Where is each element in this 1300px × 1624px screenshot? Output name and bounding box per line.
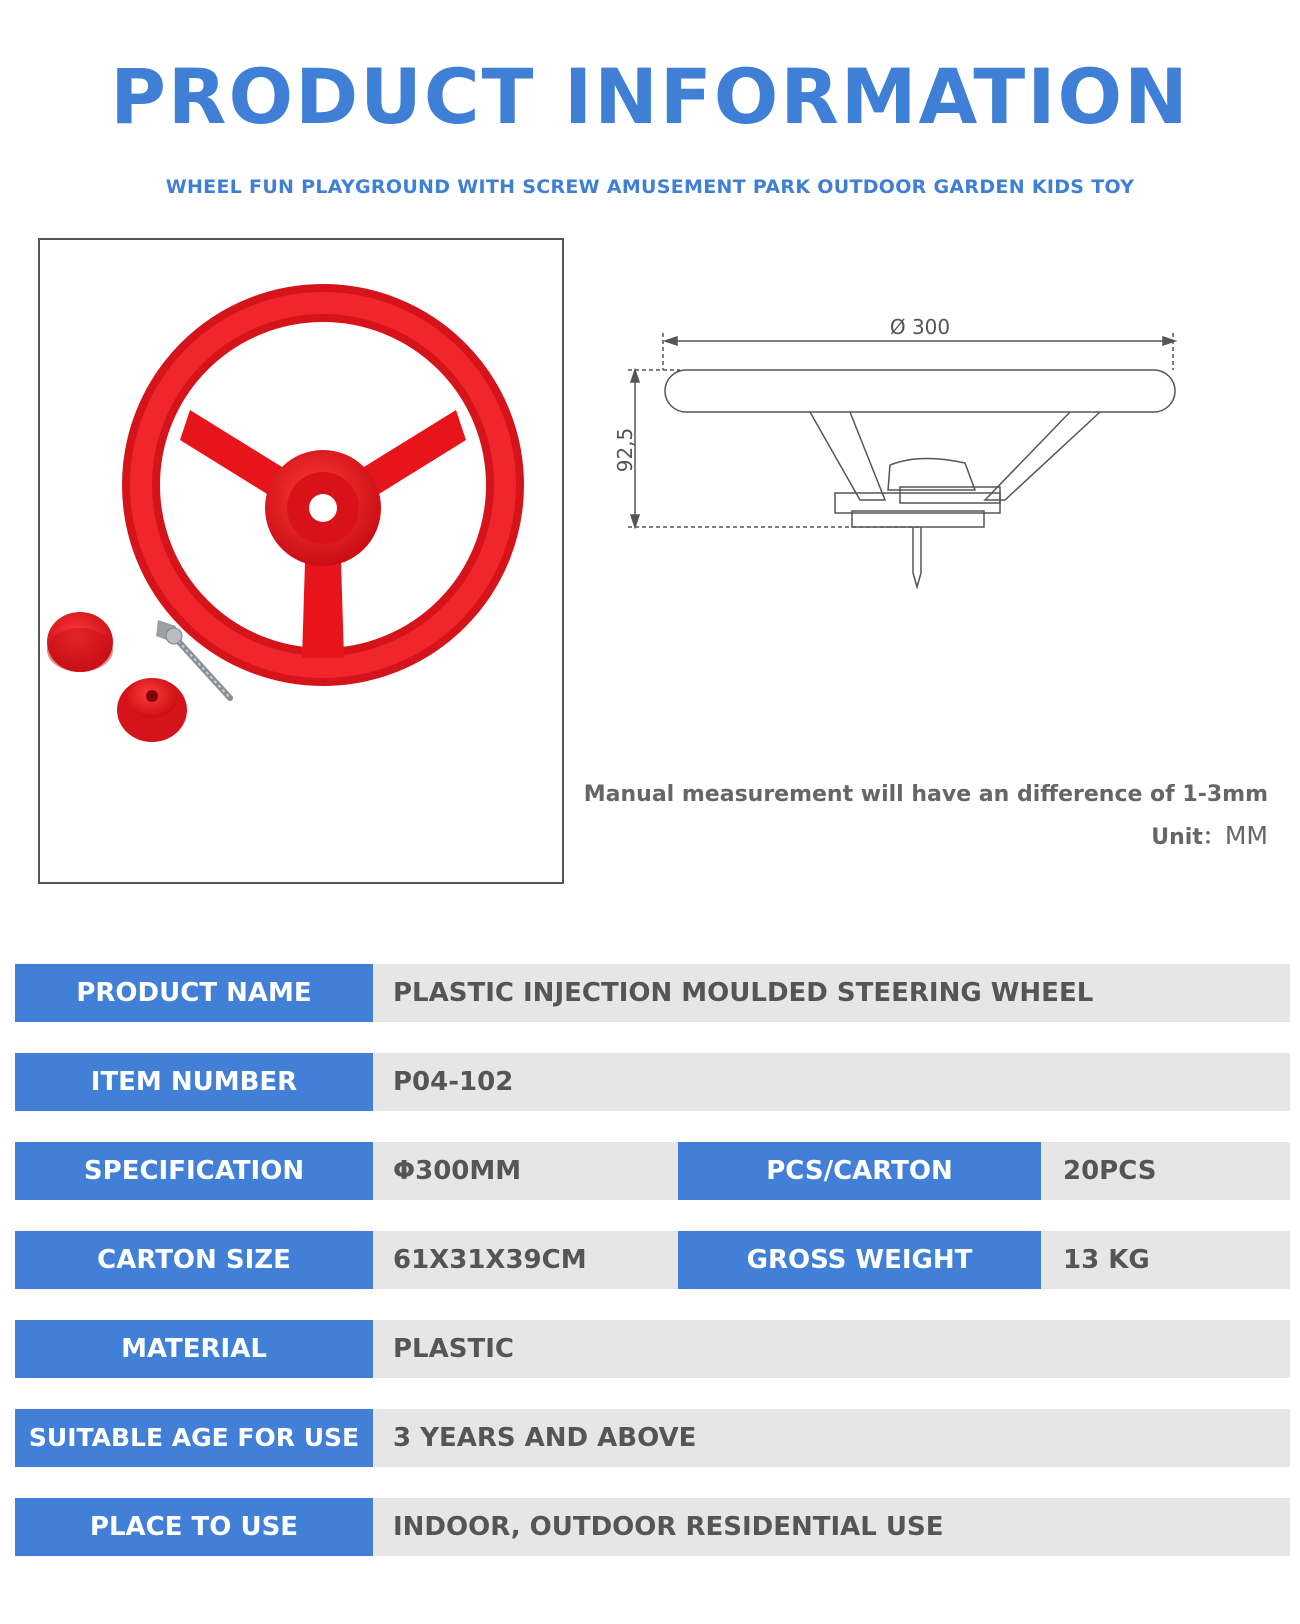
diameter-label: Ø 300 — [889, 315, 951, 339]
spec-row-material — [15, 1320, 1290, 1378]
unit-value: MM — [1224, 821, 1268, 850]
spec-row-item-number — [15, 1053, 1290, 1111]
spec-label: SUITABLE AGE FOR USE — [15, 1409, 373, 1467]
spec-label: PRODUCT NAME — [15, 964, 373, 1022]
dimension-drawing — [613, 315, 1240, 610]
spec-value: PLASTIC INJECTION MOULDED STEERING WHEEL — [373, 964, 1290, 1022]
spec-row-carton-size — [15, 1231, 1290, 1289]
product-photo-frame — [38, 238, 564, 884]
steering-wheel-image — [141, 303, 505, 667]
spec-label: GROSS WEIGHT — [678, 1231, 1041, 1289]
spec-row-specification — [15, 1142, 1290, 1200]
spec-label: CARTON SIZE — [15, 1231, 373, 1289]
spec-value: Φ300MM — [373, 1142, 678, 1200]
unit-note — [1151, 820, 1268, 851]
unit-label: Unit： — [1151, 825, 1225, 850]
spec-row-product-name — [15, 964, 1290, 1022]
spec-value: 3 YEARS AND ABOVE — [373, 1409, 1290, 1467]
spec-label: MATERIAL — [15, 1320, 373, 1378]
spec-label: PLACE TO USE — [15, 1498, 373, 1556]
spec-row-suitable-age — [15, 1409, 1290, 1467]
spec-value: 61X31X39CM — [373, 1231, 678, 1289]
spec-value: 20PCS — [1041, 1142, 1290, 1200]
spec-label: SPECIFICATION — [15, 1142, 373, 1200]
page-subtitle: WHEEL FUN PLAYGROUND WITH SCREW AMUSEMENT PARK OUTDOOR GARDEN KIDS TOY — [165, 176, 1135, 198]
height-label: 92,5 — [613, 427, 637, 473]
spec-value: INDOOR, OUTDOOR RESIDENTIAL USE — [373, 1498, 1290, 1556]
spec-label: ITEM NUMBER — [15, 1053, 373, 1111]
product-photo — [40, 240, 562, 882]
spec-value: PLASTIC — [373, 1320, 1290, 1378]
spec-value: 13 KG — [1041, 1231, 1290, 1289]
spec-value: P04-102 — [373, 1053, 1290, 1111]
hub-base-image — [117, 678, 187, 742]
measurement-note: Manual measurement will have an difference of 1-3mm — [583, 782, 1268, 807]
spec-row-place-to-use — [15, 1498, 1290, 1556]
spec-label: PCS/CARTON — [678, 1142, 1041, 1200]
cap-image — [47, 612, 113, 672]
page-title: PRODUCT INFORMATION — [110, 52, 1190, 141]
wheel-rim-outline — [665, 370, 1175, 412]
